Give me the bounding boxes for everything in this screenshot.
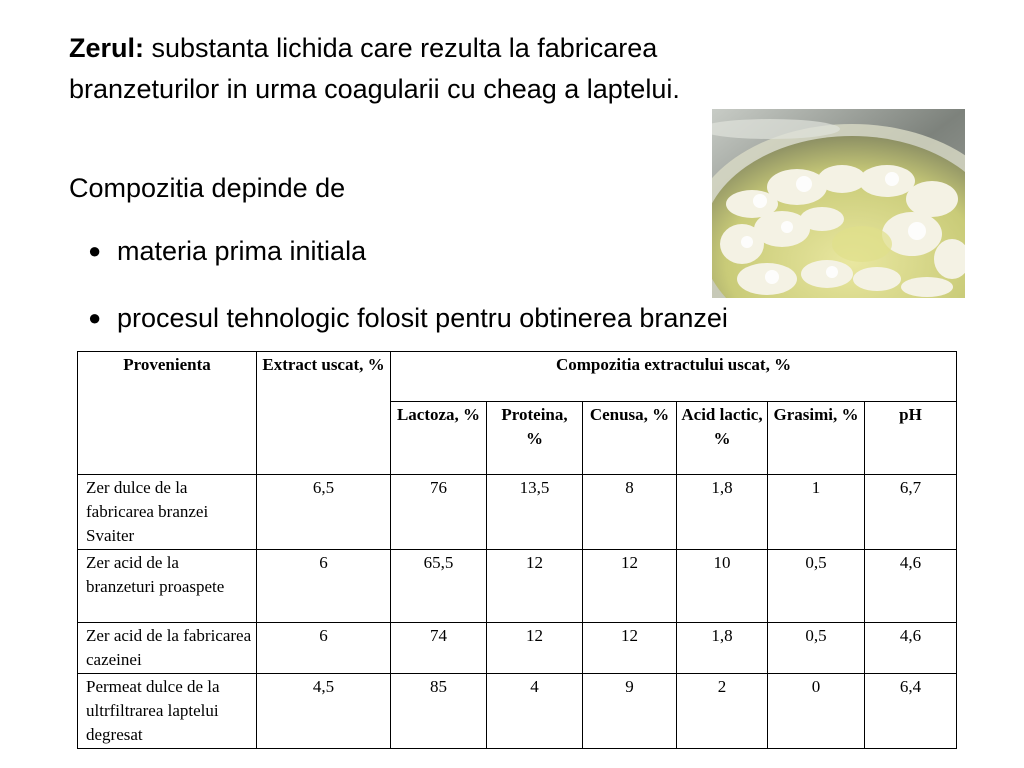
whey-curd-illustration (712, 109, 965, 298)
cell-cenusa: 8 (583, 475, 677, 550)
cell-extract: 6,5 (257, 475, 391, 550)
bullet-icon: ● (88, 238, 102, 263)
header-cenusa: Cenusa, % (583, 402, 677, 475)
table-row (78, 674, 957, 749)
table-row (78, 550, 957, 623)
table-row (78, 475, 957, 550)
header-ph: pH (865, 402, 957, 475)
cell-grasimi: 1 (768, 475, 865, 550)
cell-ph: 4,6 (865, 550, 957, 623)
cell-cenusa: 12 (583, 623, 677, 674)
header-proteina: Proteina, % (487, 402, 583, 475)
definition-line-2: branzeturilor in urma coagularii cu cheag a laptelui. (69, 74, 680, 104)
cell-lactoza: 65,5 (391, 550, 487, 623)
cell-lactoza: 74 (391, 623, 487, 674)
cell-proteina: 4 (487, 674, 583, 749)
header-acid-lactic: Acid lactic, % (677, 402, 768, 475)
cell-provenienta: Zer dulce de la fabricarea branzei Svaiter (78, 475, 257, 550)
cell-ph: 4,6 (865, 623, 957, 674)
definition-text: substanta lichida care rezulta la fabricarea (144, 33, 658, 63)
cell-provenienta: Zer acid de la fabricarea cazeinei (78, 623, 257, 674)
cell-ph: 6,4 (865, 674, 957, 749)
cell-acid-lactic: 1,8 (677, 475, 768, 550)
cell-proteina: 12 (487, 550, 583, 623)
header-provenienta: Provenienta (78, 352, 257, 475)
cell-extract: 6 (257, 550, 391, 623)
table-header-row (78, 352, 957, 402)
cell-acid-lactic: 1,8 (677, 623, 768, 674)
cell-grasimi: 0 (768, 674, 865, 749)
definition-line-1 (69, 32, 657, 64)
cell-proteina: 12 (487, 623, 583, 674)
cell-lactoza: 76 (391, 475, 487, 550)
cell-cenusa: 12 (583, 550, 677, 623)
cell-grasimi: 0,5 (768, 550, 865, 623)
definition-term: Zerul: (69, 33, 145, 63)
cell-extract: 6 (257, 623, 391, 674)
bullet-icon: ● (88, 305, 102, 330)
cell-provenienta: Permeat dulce de la ultrfiltrarea laptelui degresat (78, 674, 257, 749)
cell-extract: 4,5 (257, 674, 391, 749)
whey-curd-photo (712, 109, 965, 298)
cell-ph: 6,7 (865, 475, 957, 550)
cell-acid-lactic: 2 (677, 674, 768, 749)
whey-composition-table (77, 351, 957, 749)
bullet-item-materia: materia prima initiala (117, 236, 367, 266)
cell-cenusa: 9 (583, 674, 677, 749)
table-row (78, 623, 957, 674)
header-extract-uscat: Extract uscat, % (257, 352, 391, 475)
cell-proteina: 13,5 (487, 475, 583, 550)
header-lactoza: Lactoza, % (391, 402, 487, 475)
header-grasimi: Grasimi, % (768, 402, 865, 475)
composition-heading: Compozitia depinde de (69, 173, 346, 203)
cell-lactoza: 85 (391, 674, 487, 749)
header-compozitia: Compozitia extractului uscat, % (391, 352, 957, 402)
bullet-item-proces: procesul tehnologic folosit pentru obtinerea branzei (117, 303, 728, 333)
cell-acid-lactic: 10 (677, 550, 768, 623)
cell-grasimi: 0,5 (768, 623, 865, 674)
cell-provenienta: Zer acid de la branzeturi proaspete (78, 550, 257, 623)
